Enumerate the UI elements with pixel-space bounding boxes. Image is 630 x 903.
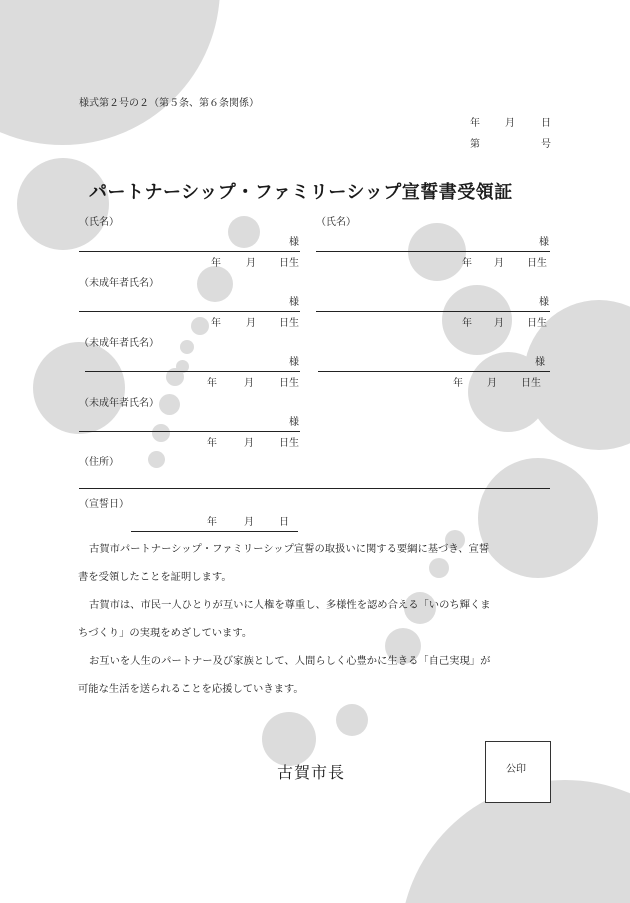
oath-date-label: （宣誓日） [79, 499, 129, 510]
birth-day-label: 日生 [527, 258, 547, 269]
birth-year-label: 年 [462, 258, 472, 269]
decor-circle [152, 424, 170, 442]
oath-month-label: 月 [244, 517, 254, 528]
paragraph-line: ちづくり」の実現をめざしています。 [78, 627, 253, 639]
minor-name-label: （未成年者氏名） [79, 338, 159, 349]
minor-name-line [79, 431, 300, 432]
decor-circle [262, 712, 316, 766]
decor-circle [0, 0, 220, 145]
certificate-body [78, 535, 556, 703]
decor-circle [228, 216, 260, 248]
minor-name-line [85, 371, 300, 372]
decor-circle [336, 704, 368, 736]
left-name-line [79, 251, 300, 252]
right-name-line [316, 251, 550, 252]
right-name-label: （氏名） [316, 217, 356, 228]
doc-number-prefix: 第 [470, 139, 480, 150]
document-title: パートナーシップ・ファミリーシップ宣誓書受領証 [89, 182, 513, 203]
birth-day-label: 日生 [279, 318, 299, 329]
decor-circle [197, 266, 233, 302]
birth-month-label: 月 [494, 318, 504, 329]
birth-year-label: 年 [211, 318, 221, 329]
decor-circle [159, 394, 180, 415]
honorific: 様 [535, 357, 545, 368]
paragraph-line: 可能な生活を送られることを応援していきます。 [78, 683, 304, 695]
honorific: 様 [289, 357, 299, 368]
header-month-label: 月 [505, 118, 515, 129]
birth-year-label: 年 [453, 378, 463, 389]
paragraph-line: 古賀市は、市民一人ひとりが互いに人権を尊重し、多様性を認め合える「いのち輝くま [89, 599, 491, 611]
right-minor-name-line [318, 371, 550, 372]
birth-day-label: 日生 [279, 258, 299, 269]
decor-circle [191, 317, 209, 335]
birth-month-label: 月 [494, 258, 504, 269]
minor-name-line [79, 311, 300, 312]
birth-month-label: 月 [246, 258, 256, 269]
address-line [79, 488, 550, 489]
birth-month-label: 月 [244, 378, 254, 389]
birth-year-label: 年 [207, 438, 217, 449]
birth-day-label: 日生 [527, 318, 547, 329]
decor-circle [33, 342, 125, 434]
honorific: 様 [289, 417, 299, 428]
birth-day-label: 日生 [521, 378, 541, 389]
oath-year-label: 年 [207, 517, 217, 528]
mayor-title: 古賀市長 [277, 763, 346, 782]
decor-circle [408, 223, 466, 281]
honorific: 様 [289, 237, 299, 248]
paragraph-line: お互いを人生のパートナー及び家族として、人間らしく心豊かに生きる「自己実現」が [89, 655, 491, 667]
decor-circle [148, 451, 165, 468]
honorific: 様 [289, 297, 299, 308]
form-number: 様式第２号の２（第５条、第６条関係） [79, 98, 259, 109]
honorific: 様 [539, 297, 549, 308]
birth-year-label: 年 [207, 378, 217, 389]
oath-day-label: 日 [279, 517, 289, 528]
birth-month-label: 月 [487, 378, 497, 389]
doc-number-suffix: 号 [541, 139, 551, 150]
decor-circle [180, 340, 194, 354]
paragraph-line: 書を受領したことを証明します。 [78, 571, 232, 583]
birth-month-label: 月 [244, 438, 254, 449]
official-seal-label: 公印 [506, 764, 526, 775]
decor-circle [17, 158, 109, 250]
header-day-label: 日 [541, 118, 551, 129]
birth-day-label: 日生 [279, 438, 299, 449]
oath-date-line [131, 531, 298, 532]
birth-day-label: 日生 [279, 378, 299, 389]
birth-month-label: 月 [246, 318, 256, 329]
birth-year-label: 年 [462, 318, 472, 329]
honorific: 様 [539, 237, 549, 248]
minor-name-label: （未成年者氏名） [79, 398, 159, 409]
header-year-label: 年 [470, 118, 480, 129]
minor-name-label: （未成年者氏名） [79, 278, 159, 289]
left-name-label: （氏名） [79, 217, 119, 228]
birth-year-label: 年 [211, 258, 221, 269]
paragraph-line: 古賀市パートナーシップ・ファミリーシップ宣誓の取扱いに関する要綱に基づき、宣誓 [89, 543, 490, 555]
right-minor-name-line [316, 311, 550, 312]
address-label: （住所） [79, 457, 119, 468]
